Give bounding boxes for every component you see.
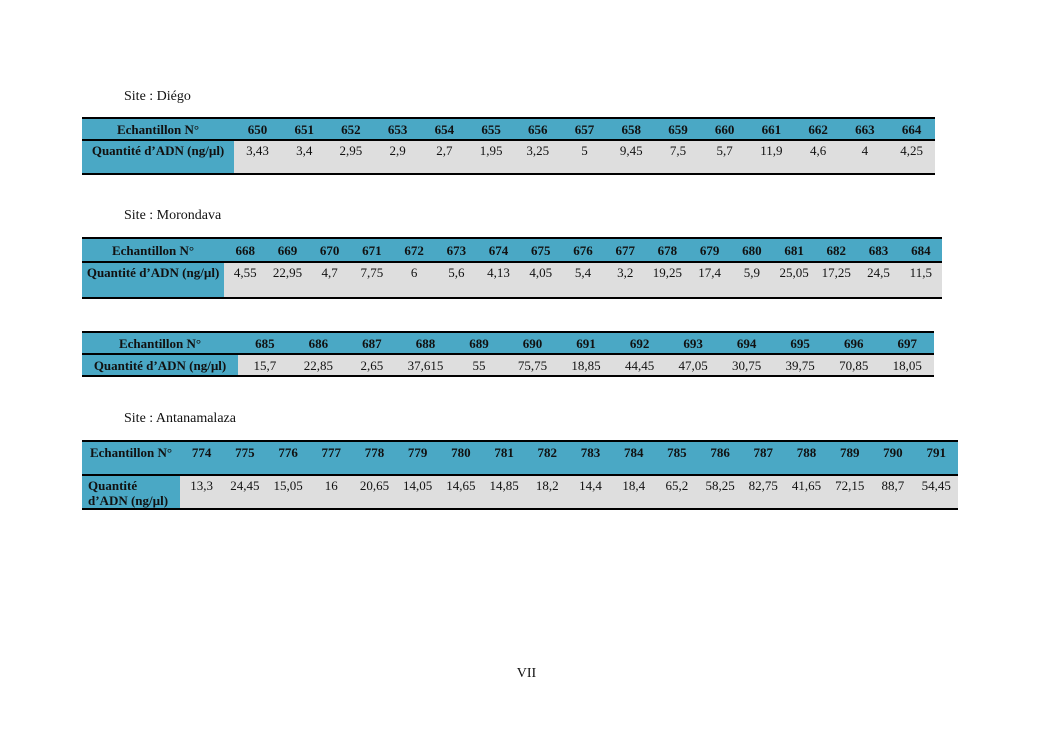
sample-number: 784 <box>612 441 655 475</box>
sample-number: 696 <box>827 332 881 354</box>
value-label: Quantité d’ADN (ng/µl) <box>82 262 224 298</box>
value-label: Quantité d’ADN (ng/µl) <box>82 140 234 174</box>
sample-number: 774 <box>180 441 223 475</box>
sample-number: 685 <box>238 332 292 354</box>
dna-value: 22,85 <box>292 354 346 376</box>
dna-value: 11,9 <box>748 140 795 174</box>
dna-value: 14,65 <box>439 475 482 509</box>
sample-number: 673 <box>435 238 477 262</box>
dna-value: 5,4 <box>562 262 604 298</box>
dna-value: 5 <box>561 140 608 174</box>
dna-value: 65,2 <box>655 475 698 509</box>
dna-value: 70,85 <box>827 354 881 376</box>
sample-number: 659 <box>655 118 702 140</box>
site-label-diego: Site : Diégo <box>124 89 191 104</box>
dna-value: 13,3 <box>180 475 223 509</box>
sample-number: 788 <box>785 441 828 475</box>
dna-value: 4,55 <box>224 262 266 298</box>
dna-value: 3,43 <box>234 140 281 174</box>
sample-number: 682 <box>815 238 857 262</box>
dna-value: 2,9 <box>374 140 421 174</box>
sample-number: 695 <box>773 332 827 354</box>
sample-number: 650 <box>234 118 281 140</box>
dna-value: 7,5 <box>655 140 702 174</box>
sample-number: 689 <box>452 332 506 354</box>
sample-number: 668 <box>224 238 266 262</box>
header-label: Echantillon N° <box>82 238 224 262</box>
dna-value: 75,75 <box>506 354 560 376</box>
dna-value: 88,7 <box>871 475 914 509</box>
dna-value: 4,6 <box>795 140 842 174</box>
header-label: Echantillon N° <box>82 118 234 140</box>
sample-number: 670 <box>309 238 351 262</box>
sample-number: 680 <box>731 238 773 262</box>
dna-value: 44,45 <box>613 354 667 376</box>
dna-value: 11,5 <box>900 262 942 298</box>
sample-number: 684 <box>900 238 942 262</box>
sample-number: 785 <box>655 441 698 475</box>
sample-number: 657 <box>561 118 608 140</box>
dna-value: 55 <box>452 354 506 376</box>
table-morondava-1 <box>82 237 942 299</box>
dna-value: 54,45 <box>915 475 958 509</box>
table-value-row <box>82 140 935 174</box>
site-label-antanamalaza: Site : Antanamalaza <box>124 411 236 426</box>
sample-number: 694 <box>720 332 774 354</box>
dna-value: 3,2 <box>604 262 646 298</box>
sample-number: 651 <box>281 118 328 140</box>
dna-value: 18,4 <box>612 475 655 509</box>
sample-number: 669 <box>266 238 308 262</box>
dna-value: 24,5 <box>857 262 899 298</box>
dna-value: 15,05 <box>266 475 309 509</box>
sample-number: 652 <box>328 118 375 140</box>
dna-value: 82,75 <box>742 475 785 509</box>
dna-value: 19,25 <box>646 262 688 298</box>
dna-value: 72,15 <box>828 475 871 509</box>
sample-number: 674 <box>477 238 519 262</box>
sample-number: 779 <box>396 441 439 475</box>
dna-value: 20,65 <box>353 475 396 509</box>
sample-number: 780 <box>439 441 482 475</box>
dna-value: 14,85 <box>482 475 525 509</box>
sample-number: 655 <box>468 118 515 140</box>
table-header-row <box>82 441 958 475</box>
sample-number: 678 <box>646 238 688 262</box>
sample-number: 777 <box>310 441 353 475</box>
sample-number: 664 <box>888 118 935 140</box>
dna-value: 25,05 <box>773 262 815 298</box>
dna-value: 4,13 <box>477 262 519 298</box>
table-antanamalaza <box>82 440 958 510</box>
sample-number: 789 <box>828 441 871 475</box>
table-value-row <box>82 475 958 509</box>
sample-number: 697 <box>880 332 934 354</box>
dna-value: 5,6 <box>435 262 477 298</box>
sample-number: 775 <box>223 441 266 475</box>
sample-number: 681 <box>773 238 815 262</box>
dna-value: 41,65 <box>785 475 828 509</box>
page-number: VII <box>516 666 537 681</box>
sample-number: 787 <box>742 441 785 475</box>
dna-value: 18,05 <box>880 354 934 376</box>
dna-value: 22,95 <box>266 262 308 298</box>
sample-number: 786 <box>699 441 742 475</box>
dna-value: 9,45 <box>608 140 655 174</box>
sample-number: 690 <box>506 332 560 354</box>
sample-number: 782 <box>526 441 569 475</box>
dna-value: 4,05 <box>520 262 562 298</box>
sample-number: 671 <box>351 238 393 262</box>
sample-number: 663 <box>841 118 888 140</box>
dna-value: 58,25 <box>699 475 742 509</box>
sample-number: 683 <box>857 238 899 262</box>
sample-number: 688 <box>399 332 453 354</box>
dna-value: 14,05 <box>396 475 439 509</box>
sample-number: 687 <box>345 332 399 354</box>
dna-value: 4,7 <box>309 262 351 298</box>
sample-number: 662 <box>795 118 842 140</box>
dna-value: 30,75 <box>720 354 774 376</box>
value-label: Quantité d’ADN (ng/µl) <box>82 354 238 376</box>
dna-value: 2,95 <box>328 140 375 174</box>
sample-number: 654 <box>421 118 468 140</box>
sample-number: 661 <box>748 118 795 140</box>
dna-value: 17,25 <box>815 262 857 298</box>
dna-value: 37,615 <box>399 354 453 376</box>
table-header-row <box>82 332 934 354</box>
sample-number: 691 <box>559 332 613 354</box>
table-value-row <box>82 354 934 376</box>
sample-number: 675 <box>520 238 562 262</box>
dna-value: 47,05 <box>666 354 720 376</box>
sample-number: 692 <box>613 332 667 354</box>
sample-number: 693 <box>666 332 720 354</box>
dna-value: 3,25 <box>514 140 561 174</box>
dna-value: 5,7 <box>701 140 748 174</box>
sample-number: 677 <box>604 238 646 262</box>
site-label-morondava: Site : Morondava <box>124 208 222 223</box>
table-morondava-2 <box>82 331 934 377</box>
dna-value: 16 <box>310 475 353 509</box>
dna-value: 15,7 <box>238 354 292 376</box>
sample-number: 783 <box>569 441 612 475</box>
dna-value: 6 <box>393 262 435 298</box>
dna-value: 17,4 <box>689 262 731 298</box>
header-label: Echantillon N° <box>82 332 238 354</box>
sample-number: 676 <box>562 238 604 262</box>
dna-value: 1,95 <box>468 140 515 174</box>
dna-value: 5,9 <box>731 262 773 298</box>
header-label: Echantillon N° <box>82 441 180 475</box>
sample-number: 791 <box>915 441 958 475</box>
dna-value: 4,25 <box>888 140 935 174</box>
dna-value: 3,4 <box>281 140 328 174</box>
sample-number: 653 <box>374 118 421 140</box>
dna-value: 2,65 <box>345 354 399 376</box>
dna-value: 4 <box>841 140 888 174</box>
sample-number: 679 <box>689 238 731 262</box>
sample-number: 656 <box>514 118 561 140</box>
dna-value: 18,85 <box>559 354 613 376</box>
sample-number: 776 <box>266 441 309 475</box>
dna-value: 39,75 <box>773 354 827 376</box>
sample-number: 781 <box>482 441 525 475</box>
value-label: Quantité d’ADN (ng/µl) <box>82 475 180 509</box>
sample-number: 778 <box>353 441 396 475</box>
dna-value: 14,4 <box>569 475 612 509</box>
dna-value: 2,7 <box>421 140 468 174</box>
dna-value: 24,45 <box>223 475 266 509</box>
dna-value: 18,2 <box>526 475 569 509</box>
sample-number: 658 <box>608 118 655 140</box>
table-diego <box>82 117 935 175</box>
sample-number: 686 <box>292 332 346 354</box>
table-header-row <box>82 118 935 140</box>
sample-number: 660 <box>701 118 748 140</box>
dna-value: 7,75 <box>351 262 393 298</box>
sample-number: 790 <box>871 441 914 475</box>
sample-number: 672 <box>393 238 435 262</box>
table-value-row <box>82 262 942 298</box>
table-header-row <box>82 238 942 262</box>
